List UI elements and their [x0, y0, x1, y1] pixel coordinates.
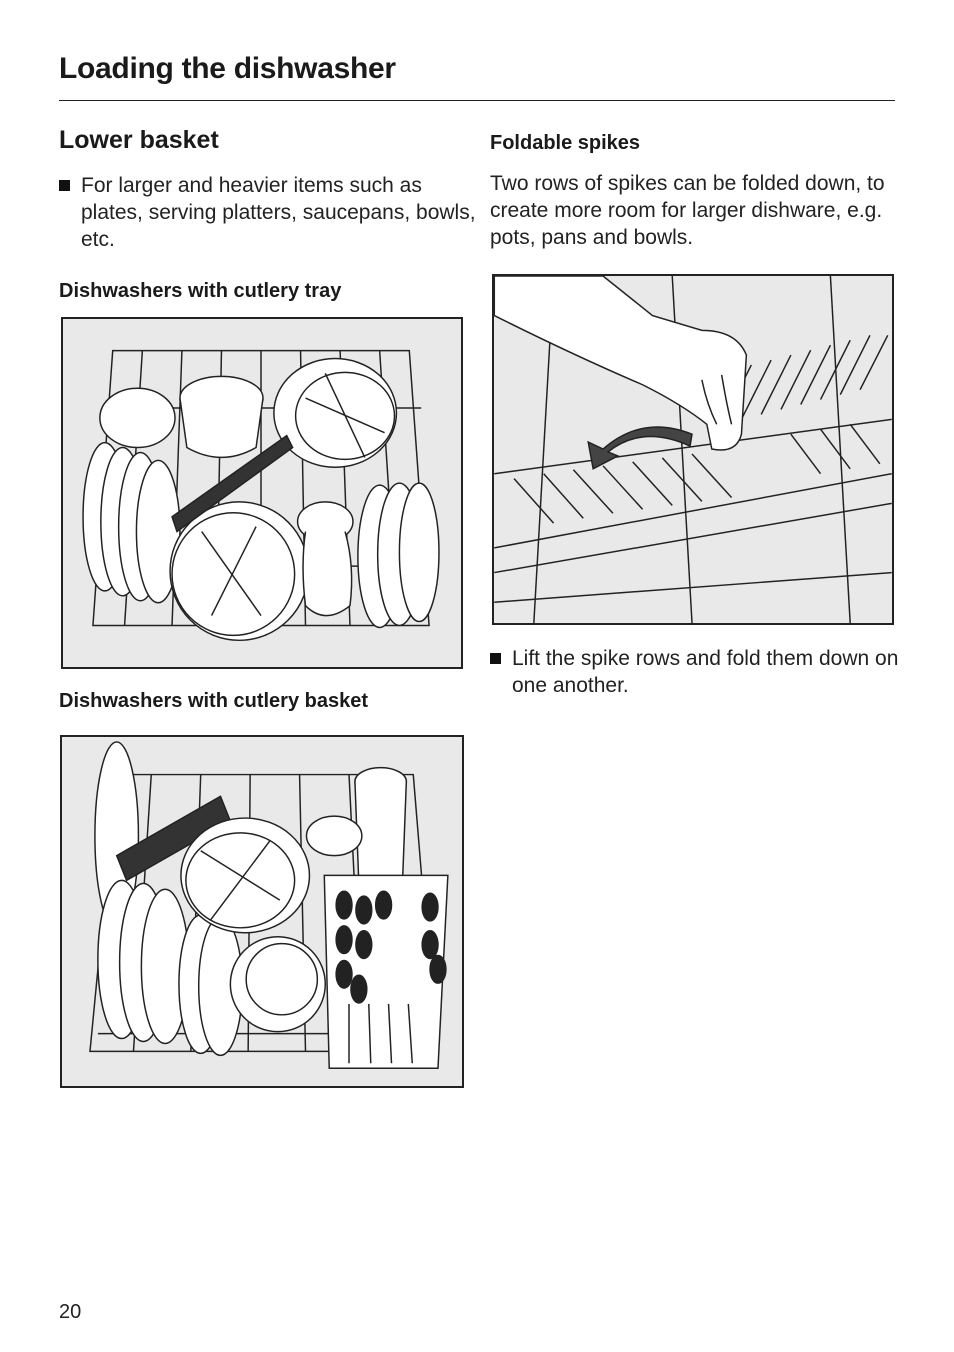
bullet-lift-spikes	[490, 645, 912, 699]
page-title: Loading the dishwasher	[59, 52, 396, 85]
section-heading-lower-basket: Lower basket	[59, 126, 219, 154]
bullet-square-icon	[59, 180, 70, 191]
bullet-text: For larger and heavier items such as plates, serving platters, saucepans, bowls, etc.	[81, 174, 476, 251]
bullet-text: Lift the spike rows and fold them down on one another.	[512, 647, 899, 697]
subheading-cutlery-basket: Dishwashers with cutlery basket	[59, 690, 369, 712]
bullet-square-icon	[490, 653, 501, 664]
illustration-cutlery-tray-basket	[61, 317, 463, 669]
page-number: 20	[59, 1301, 82, 1323]
subheading-foldable-spikes: Foldable spikes	[490, 132, 641, 154]
title-divider	[59, 100, 895, 101]
basket-with-cutlery-basket-image	[62, 737, 462, 1086]
illustration-foldable-spikes	[492, 274, 894, 625]
bullet-lower-basket	[59, 172, 481, 253]
folding-spikes-image	[494, 276, 892, 623]
basket-with-dishes-image	[63, 319, 461, 667]
subheading-cutlery-tray: Dishwashers with cutlery tray	[59, 280, 342, 302]
paragraph-foldable-spikes: Two rows of spikes can be folded down, to create more room for larger dishware, e.g. pots, pans and bowls.	[490, 172, 885, 249]
illustration-cutlery-basket	[60, 735, 464, 1088]
